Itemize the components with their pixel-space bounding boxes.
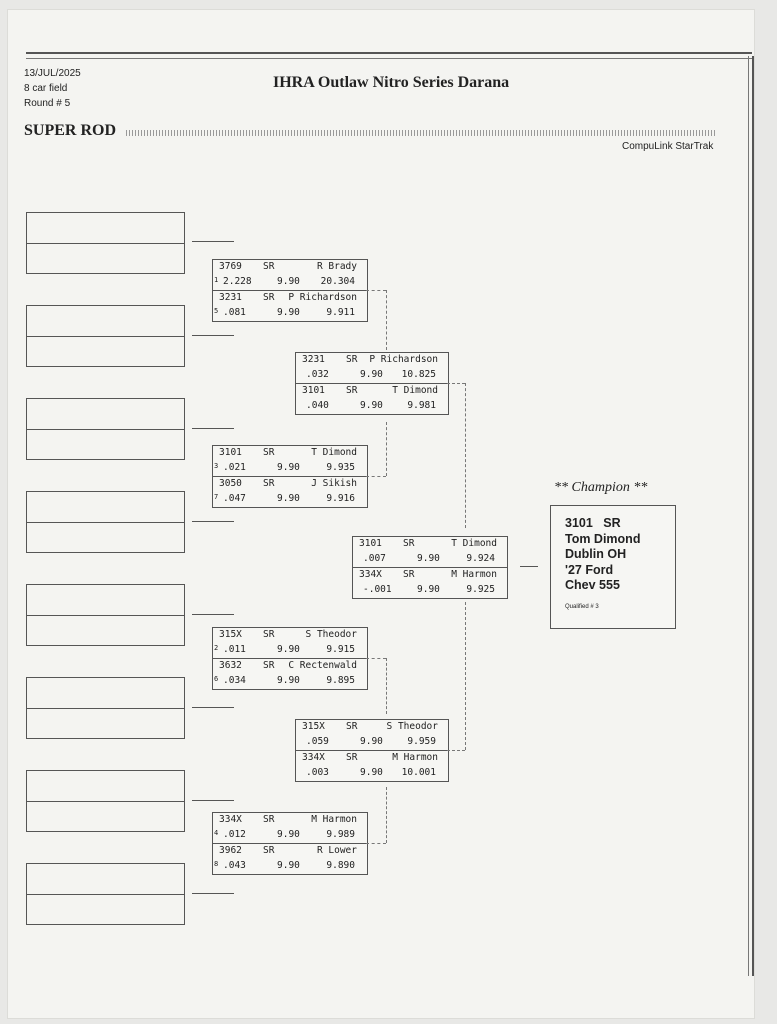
champion-car-number: 3101 [565, 516, 593, 530]
class-rule [126, 130, 716, 136]
class-name: SUPER ROD [24, 122, 117, 139]
bracket-line [192, 335, 234, 336]
entry-slot [26, 677, 185, 739]
car-class: SR [263, 629, 275, 640]
car-class: SR [263, 814, 275, 825]
champion-label: ** Champion ** [554, 480, 648, 495]
dial-in: 9.90 [277, 462, 300, 473]
car-class: SR [403, 569, 415, 580]
car-class: SR [263, 261, 275, 272]
round1-match [212, 627, 368, 690]
seed-number: 3 [214, 462, 219, 470]
car-number: 334X [219, 814, 242, 825]
champion-car-description: '27 Ford [565, 563, 614, 577]
bracket-line [465, 383, 466, 528]
seed-number: 2 [214, 644, 219, 652]
dial-in: 9.90 [360, 400, 383, 411]
elapsed-time: 9.915 [326, 644, 355, 655]
event-title: IHRA Outlaw Nitro Series Darana [273, 74, 510, 91]
dial-in: 9.90 [277, 860, 300, 871]
event-meta [24, 66, 81, 111]
car-number: 3101 [219, 447, 242, 458]
car-number: 3769 [219, 261, 242, 272]
bracket-line [192, 800, 234, 801]
champion-engine: Chev 555 [565, 578, 620, 592]
round1-match [212, 812, 368, 875]
entry-slot [26, 491, 185, 553]
driver-name: S Theodor [386, 721, 438, 732]
elapsed-time: 9.981 [407, 400, 436, 411]
bracket-line [192, 241, 234, 242]
bracket-line [192, 614, 234, 615]
bracket-line [192, 707, 234, 708]
bracket-line [192, 893, 234, 894]
entry-slot [26, 212, 185, 274]
seed-number: 5 [214, 307, 219, 315]
bracket-sheet [8, 10, 754, 1018]
car-class: SR [346, 721, 358, 732]
car-number: 3231 [219, 292, 242, 303]
reaction-time: .040 [306, 400, 329, 411]
reaction-time: .012 [223, 829, 246, 840]
elapsed-time: 9.911 [326, 307, 355, 318]
elapsed-time: 9.989 [326, 829, 355, 840]
bracket-line [520, 566, 538, 567]
bracket-line [366, 290, 386, 291]
reaction-time: .047 [223, 493, 246, 504]
entry-slot [26, 398, 185, 460]
driver-name: M Harmon [392, 752, 438, 763]
round2-match [295, 352, 449, 415]
bracket-line [192, 428, 234, 429]
elapsed-time: 9.916 [326, 493, 355, 504]
reaction-time: .003 [306, 767, 329, 778]
car-class: SR [346, 385, 358, 396]
bracket-line [386, 787, 387, 843]
car-class: SR [263, 292, 275, 303]
round-number: Round # 5 [24, 98, 71, 109]
bracket-line [366, 476, 386, 477]
bracket-line [386, 422, 387, 476]
round2-match [295, 719, 449, 782]
car-class: SR [263, 845, 275, 856]
header-rule [26, 52, 752, 59]
driver-name: J Sikish [311, 478, 357, 489]
seed-number: 6 [214, 675, 219, 683]
driver-name: P Richardson [288, 292, 357, 303]
timing-system: CompuLink StarTrak [622, 141, 714, 152]
entry-slot [26, 863, 185, 925]
bracket-line [465, 602, 466, 750]
reaction-time: .011 [223, 644, 246, 655]
driver-name: S Theodor [305, 629, 357, 640]
dial-in: 9.90 [277, 276, 300, 287]
bracket-line [366, 658, 386, 659]
car-class: SR [263, 447, 275, 458]
field-size: 8 car field [24, 83, 68, 94]
elapsed-time: 10.825 [401, 369, 436, 380]
car-class: SR [263, 478, 275, 489]
driver-name: C Rectenwald [288, 660, 357, 671]
bracket-line [447, 750, 465, 751]
right-border-rule [748, 56, 754, 976]
bracket-line [386, 658, 387, 714]
reaction-time: .059 [306, 736, 329, 747]
elapsed-time: 9.925 [466, 584, 495, 595]
elapsed-time: 20.304 [320, 276, 355, 287]
driver-name: M Harmon [451, 569, 497, 580]
car-number: 315X [219, 629, 242, 640]
car-number: 315X [302, 721, 325, 732]
reaction-time: .043 [223, 860, 246, 871]
car-number: 3101 [359, 538, 382, 549]
seed-number: 7 [214, 493, 219, 501]
driver-name: M Harmon [311, 814, 357, 825]
car-number: 3050 [219, 478, 242, 489]
bracket-line [447, 383, 465, 384]
round1-match [212, 445, 368, 508]
car-number: 3101 [302, 385, 325, 396]
car-number: 3231 [302, 354, 325, 365]
car-class: SR [263, 660, 275, 671]
seed-number: 4 [214, 829, 219, 837]
car-number: 3632 [219, 660, 242, 671]
elapsed-time: 10.001 [401, 767, 436, 778]
car-number: 3962 [219, 845, 242, 856]
dial-in: 9.90 [277, 307, 300, 318]
dial-in: 9.90 [277, 493, 300, 504]
reaction-time: .081 [223, 307, 246, 318]
reaction-time: .021 [223, 462, 246, 473]
car-class: SR [403, 538, 415, 549]
bracket-line [386, 290, 387, 350]
driver-name: T Dimond [451, 538, 497, 549]
dial-in: 9.90 [417, 584, 440, 595]
dial-in: 9.90 [360, 767, 383, 778]
bracket-line [366, 843, 386, 844]
champion-name: Tom Dimond [565, 532, 641, 546]
car-class: SR [346, 752, 358, 763]
driver-name: T Dimond [392, 385, 438, 396]
event-date: 13/JUL/2025 [24, 68, 81, 79]
seed-number: 1 [214, 276, 219, 284]
round1-match [212, 259, 368, 322]
driver-name: P Richardson [369, 354, 438, 365]
final-match [352, 536, 508, 599]
reaction-time: .034 [223, 675, 246, 686]
bracket-line [192, 521, 234, 522]
elapsed-time: 9.959 [407, 736, 436, 747]
driver-name: T Dimond [311, 447, 357, 458]
driver-name: R Lower [316, 845, 357, 856]
dial-in: 9.90 [360, 369, 383, 380]
elapsed-time: 9.924 [466, 553, 495, 564]
dial-in: 9.90 [360, 736, 383, 747]
elapsed-time: 9.935 [326, 462, 355, 473]
reaction-time: -.001 [363, 584, 392, 595]
dial-in: 9.90 [277, 644, 300, 655]
car-class: SR [346, 354, 358, 365]
champion-city: Dublin OH [565, 547, 627, 561]
reaction-time: .032 [306, 369, 329, 380]
reaction-time: 2.228 [223, 276, 252, 287]
driver-name: R Brady [316, 261, 357, 272]
entry-slot [26, 584, 185, 646]
dial-in: 9.90 [417, 553, 440, 564]
entry-slot [26, 770, 185, 832]
champion-car-line [565, 516, 621, 532]
car-number: 334X [359, 569, 382, 580]
dial-in: 9.90 [277, 829, 300, 840]
elapsed-time: 9.895 [326, 675, 355, 686]
champion-box [550, 505, 676, 629]
champion-qualified: Qualified # 3 [565, 604, 599, 610]
elapsed-time: 9.890 [326, 860, 355, 871]
seed-number: 8 [214, 860, 219, 868]
reaction-time: .007 [363, 553, 386, 564]
car-number: 334X [302, 752, 325, 763]
dial-in: 9.90 [277, 675, 300, 686]
entry-slot [26, 305, 185, 367]
champion-car-class: SR [603, 516, 621, 530]
